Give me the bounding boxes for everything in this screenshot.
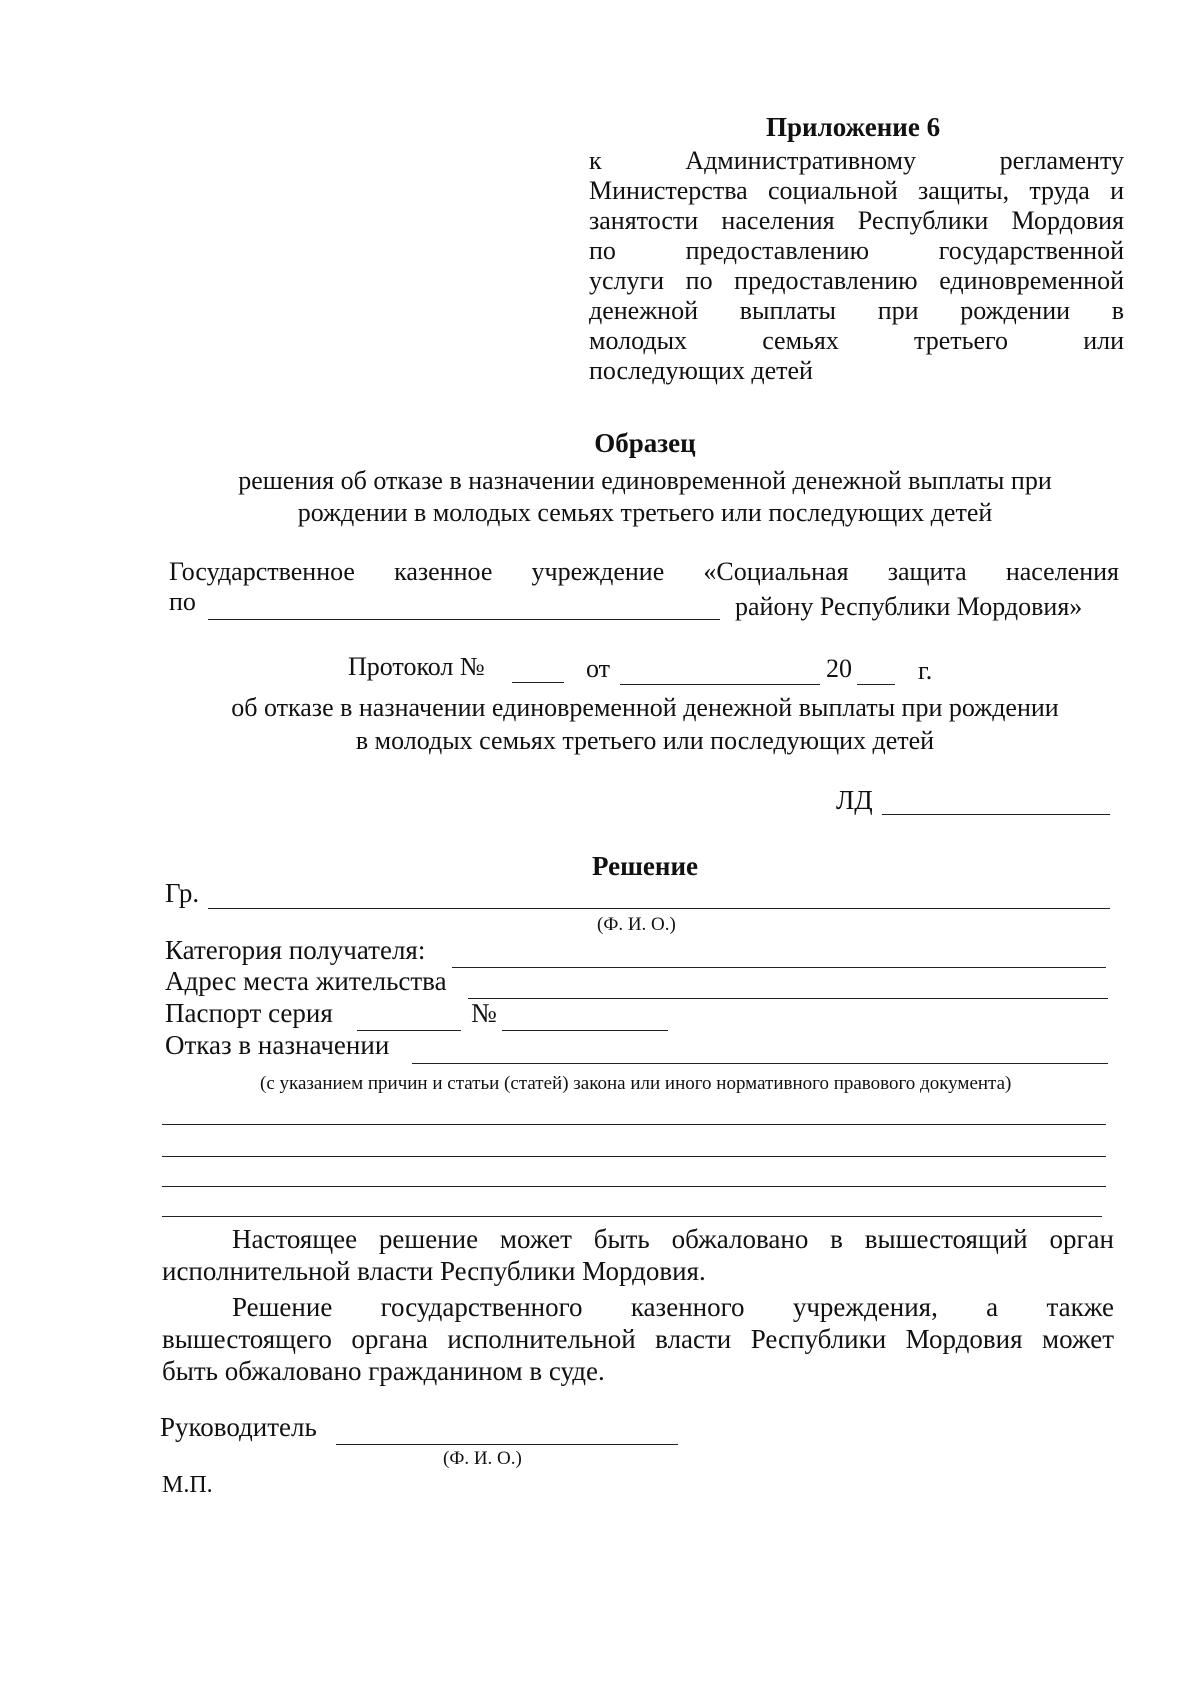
annex-line-6: денежной выплаты при рождении в <box>589 296 1124 325</box>
protocol-number-label: Протокол № <box>348 652 485 681</box>
refusal-note: (с указанием причин и статьи (статей) закона или иного нормативного правового документа) <box>260 1073 1012 1094</box>
head-signature-blank[interactable] <box>336 1444 678 1445</box>
district-blank[interactable] <box>208 619 720 620</box>
institution-prefix: по <box>169 587 196 616</box>
passport-number-blank[interactable] <box>502 1030 668 1031</box>
annex-line-2: Министерства социальной защиты, труда и <box>589 176 1124 205</box>
category-label: Категория получателя: <box>165 935 426 965</box>
refusal-extra-line-2[interactable] <box>162 1156 1106 1157</box>
head-label: Руководитель <box>160 1412 317 1442</box>
protocol-date-blank[interactable] <box>620 684 820 685</box>
refusal-label: Отказ в назначении <box>165 1030 390 1060</box>
decision-title: Решение <box>592 851 698 881</box>
citizen-fio-blank[interactable] <box>208 908 1110 909</box>
citizen-label: Гр. <box>165 878 200 908</box>
passport-label: Паспорт серия <box>165 998 333 1028</box>
appeal-p2-line1: Решение государственного казенного учреждения, а также <box>232 1292 1114 1322</box>
refusal-blank[interactable] <box>412 1063 1108 1064</box>
passport-no-label: № <box>471 998 497 1028</box>
ld-label: ЛД <box>836 785 873 815</box>
refusal-extra-line-3[interactable] <box>162 1186 1106 1187</box>
institution-line1: Государственное казенное учреждение «Социальная защита населения <box>169 557 1119 586</box>
protocol-year-suffix: г. <box>918 656 933 685</box>
head-fio-note: (Ф. И. О.) <box>443 1448 522 1469</box>
annex-line-1: к Административному регламенту <box>589 146 1124 175</box>
refusal-extra-line-1[interactable] <box>162 1124 1106 1125</box>
stamp-label: М.П. <box>162 1472 213 1498</box>
annex-line-8: последующих детей <box>589 356 813 385</box>
annex-line-3: занятости населения Республики Мордовия <box>589 206 1124 235</box>
category-blank[interactable] <box>452 967 1106 968</box>
citizen-fio-note: (Ф. И. О.) <box>597 914 676 935</box>
annex-line-7: молодых семьях третьего или <box>589 326 1124 355</box>
protocol-line2: об отказе в назначении единовременной денежной выплаты при рождении <box>231 693 1059 722</box>
appeal-p1-line2: исполнительной власти Республики Мордовия. <box>162 1256 706 1286</box>
protocol-number-blank[interactable] <box>512 682 564 683</box>
annex-title: Приложение 6 <box>766 112 941 142</box>
institution-suffix: району Республики Мордовия» <box>735 592 1083 621</box>
annex-line-5: услуги по предоставлению единовременной <box>589 266 1124 295</box>
appeal-p1-line1: Настоящее решение может быть обжаловано в вышестоящий орган <box>232 1224 1114 1254</box>
sample-title: Образец <box>594 428 696 458</box>
appeal-p2-line3: быть обжаловано гражданином в суде. <box>162 1356 605 1386</box>
appeal-p2-line2: вышестоящего органа исполнительной власти Республики Мордовия может <box>162 1324 1114 1354</box>
protocol-from-label: от <box>586 654 611 683</box>
protocol-line3: в молодых семьях третьего или последующих детей <box>355 726 935 755</box>
address-blank[interactable] <box>468 998 1108 999</box>
protocol-year-prefix: 20 <box>826 654 852 683</box>
ld-blank[interactable] <box>882 814 1110 815</box>
protocol-year-blank[interactable] <box>857 684 895 685</box>
refusal-extra-line-4[interactable] <box>162 1216 1102 1217</box>
address-label: Адрес места жительства <box>165 966 447 996</box>
annex-line-4: по предоставлению государственной <box>589 236 1124 265</box>
sample-subtitle-line1: решения об отказе в назначении единовременной денежной выплаты при <box>238 466 1052 495</box>
sample-subtitle-line2: рождении в молодых семьях третьего или последующих детей <box>297 498 993 527</box>
